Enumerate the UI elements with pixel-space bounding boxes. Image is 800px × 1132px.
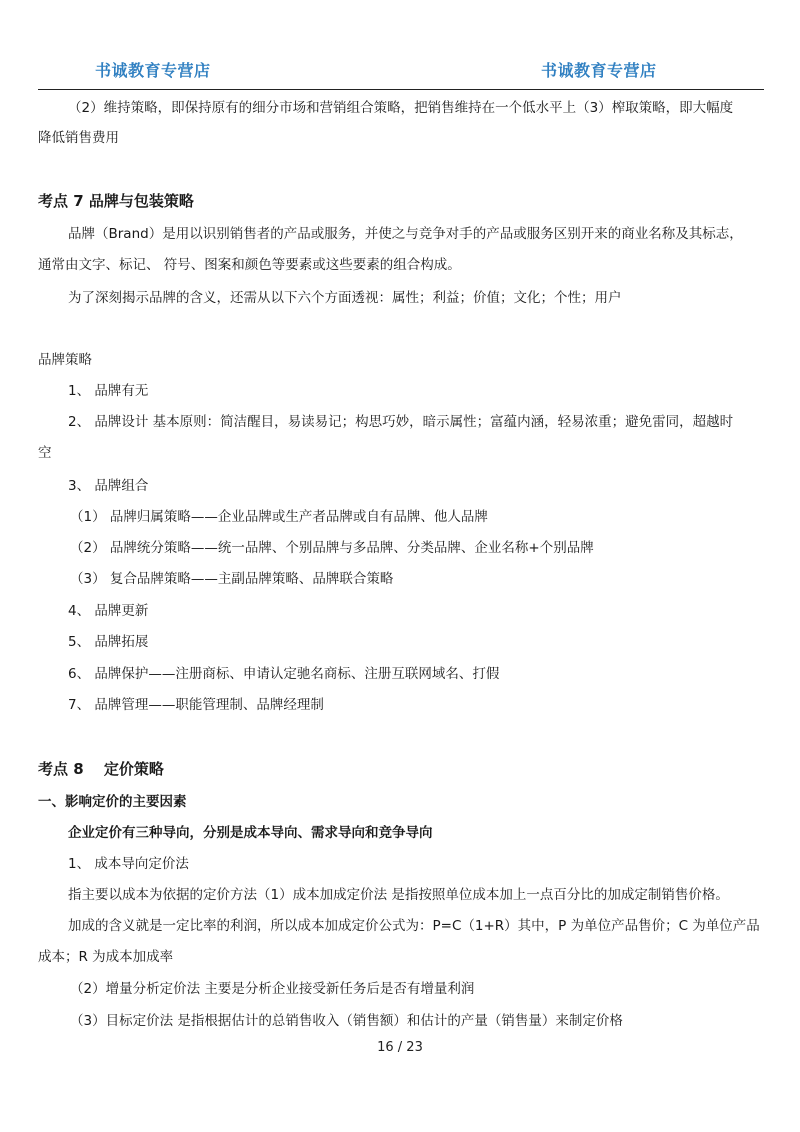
list-item: 4、 品牌更新 xyxy=(68,603,149,619)
paragraph-line: （2）维持策略，即保持原有的细分市场和营销组合策略，把销售维持在一个低水平上（3）榨取策略，即大幅度 xyxy=(68,100,734,116)
paragraph-line: 成本；R 为成本加成率 xyxy=(38,949,174,965)
paragraph-line: 降低销售费用 xyxy=(38,130,119,146)
header-shop-name-left: 书诚教育专营店 xyxy=(95,61,211,80)
header-shop-name-right: 书诚教育专营店 xyxy=(541,61,657,80)
list-item: 5、 品牌拓展 xyxy=(68,634,149,650)
sub-list-item: （1） 品牌归属策略——企业品牌或生产者品牌或自有品牌、他人品牌 xyxy=(70,509,488,525)
subheading-brand-strategy: 品牌策略 xyxy=(38,352,92,368)
sub-list-item: （2） 品牌统分策略——统一品牌、个别品牌与多品牌、分类品牌、企业名称+个别品牌 xyxy=(70,540,594,556)
bold-statement: 企业定价有三种导向，分别是成本导向、需求导向和竞争导向 xyxy=(68,825,433,841)
subsection-heading: 一、影响定价的主要因素 xyxy=(38,794,187,810)
list-item: 6、 品牌保护——注册商标、申请认定驰名商标、注册互联网域名、打假 xyxy=(68,666,500,682)
list-item: 2、 品牌设计 基本原则：简洁醒目，易读易记；构思巧妙，暗示属性；富蕴内涵，轻易浓重；避免雷同，超越时 xyxy=(68,414,734,430)
paragraph-line: 指主要以成本为依据的定价方法（1）成本加成定价法 是指按照单位成本加上一点百分比的加成定制销售价格。 xyxy=(68,887,729,903)
section-heading-8: 考点 8 定价策略 xyxy=(38,760,164,778)
paragraph-line: 加成的含义就是一定比率的利润，所以成本加成定价公式为：P=C（1+R）其中，P 为单位产品售价；C 为单位产品 xyxy=(68,918,760,934)
paragraph-line: （3）目标定价法 是指根据估计的总销售收入（销售额）和估计的产量（销售量）来制定价格 xyxy=(70,1013,623,1029)
list-item: 1、 成本导向定价法 xyxy=(68,856,189,872)
list-item: 3、 品牌组合 xyxy=(68,478,149,494)
sub-list-item: （3） 复合品牌策略——主副品牌策略、品牌联合策略 xyxy=(70,571,394,587)
section-heading-7: 考点 7 品牌与包装策略 xyxy=(38,192,194,210)
list-item-continuation: 空 xyxy=(38,445,52,461)
page-number: 16 / 23 xyxy=(377,1040,423,1055)
header-divider xyxy=(38,89,764,90)
paragraph-line: 为了深刻揭示品牌的含义，还需从以下六个方面透视：属性；利益；价值；文化；个性；用户 xyxy=(68,290,622,306)
paragraph-line: 品牌（Brand）是用以识别销售者的产品或服务，并使之与竞争对手的产品或服务区别开来的商业名称及其标志， xyxy=(68,226,743,242)
list-item: 7、 品牌管理——职能管理制、品牌经理制 xyxy=(68,697,324,713)
paragraph-line: （2）增量分析定价法 主要是分析企业接受新任务后是否有增量利润 xyxy=(70,981,475,997)
list-item: 1、 品牌有无 xyxy=(68,383,149,399)
paragraph-line: 通常由文字、标记、 符号、图案和颜色等要素或这些要素的组合构成。 xyxy=(38,257,461,273)
